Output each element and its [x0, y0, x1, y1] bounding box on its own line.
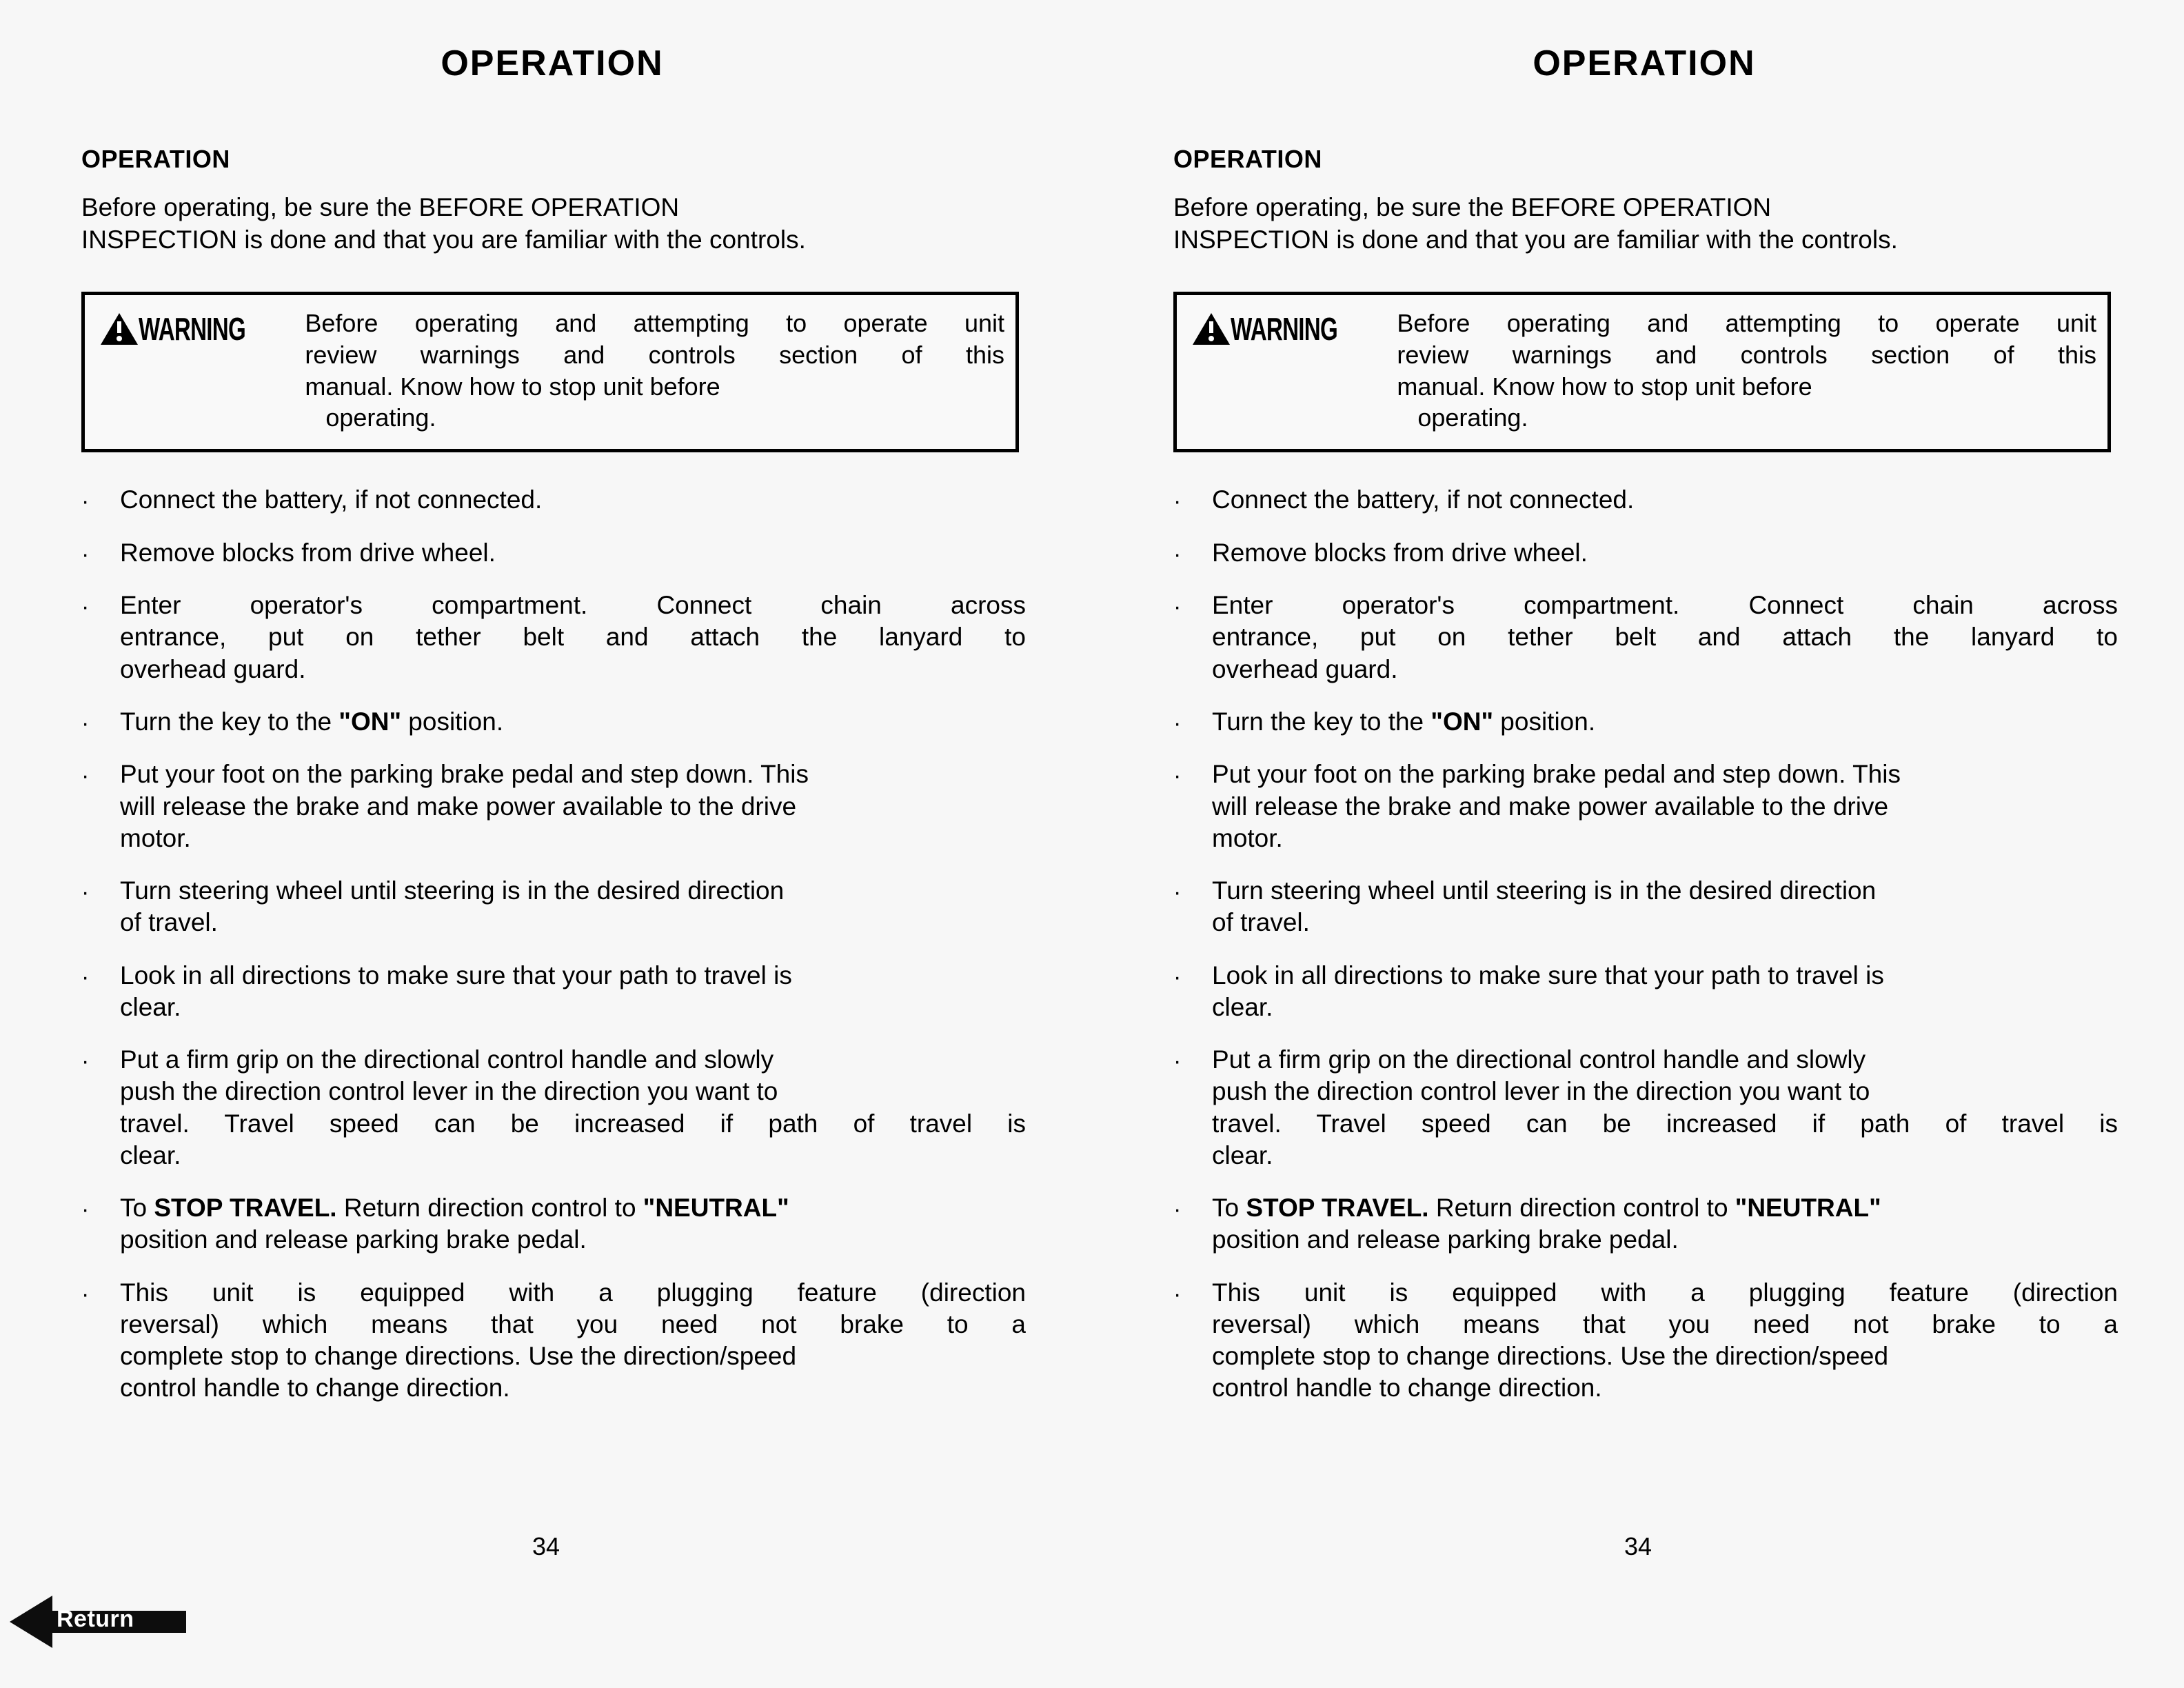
list-item-text — [1212, 590, 2118, 685]
bullet-marker: · — [81, 594, 90, 621]
key-on-bold: "ON" — [338, 707, 402, 736]
key-on-bold: "ON" — [1430, 707, 1494, 736]
list-item-text — [1212, 1192, 2118, 1256]
warning-text — [305, 306, 1004, 434]
list-item-line: complete stop to change directions. Use the direction/speed — [120, 1342, 797, 1371]
list-item-line: Look in all directions to make sure that your path to travel is — [120, 961, 792, 989]
list-item-line — [120, 1192, 1026, 1224]
page-number: 34 — [1624, 1532, 1652, 1560]
warning-line-4: operating. — [1417, 403, 1528, 432]
list-item-text — [1212, 1277, 2118, 1405]
list-item-text — [120, 1192, 1026, 1256]
intro-paragraph — [81, 192, 1026, 256]
warning-word: WARNING — [1231, 311, 1338, 348]
list-item-text — [1212, 484, 2118, 516]
list-item — [1173, 758, 2118, 854]
bullet-marker: · — [81, 488, 90, 515]
warning-line-1: Before operating and attempting to operate unit — [1397, 309, 2096, 338]
warning-text — [1397, 306, 2096, 434]
intro-line-2: INSPECTION is done and that you are familiar with the controls. — [1173, 225, 1898, 254]
bullet-marker: · — [1173, 488, 1182, 515]
list-item-line: reversal) which means that you need not brake to a — [120, 1309, 1026, 1338]
list-item-line: Put your foot on the parking brake pedal and step down. This — [120, 760, 809, 789]
list-item-text — [120, 1277, 1026, 1405]
page-header-title: OPERATION — [1533, 43, 1756, 83]
warning-line-2: review warnings and controls section of this — [305, 340, 1004, 369]
list-item-line: clear. — [1212, 1141, 1273, 1169]
bullet-marker: · — [1173, 1280, 1182, 1307]
warning-line-3: manual. Know how to stop unit before — [1397, 372, 1812, 401]
stop-travel-pre: To — [1212, 1194, 1246, 1223]
procedure-bullet-list — [1173, 484, 2118, 1405]
warning-word: WARNING — [139, 311, 246, 348]
list-item-line — [1212, 1192, 2118, 1224]
list-item — [81, 1277, 1026, 1405]
list-item-line: motor. — [120, 823, 191, 852]
list-item — [1173, 1192, 2118, 1256]
neutral-bold: "NEUTRAL" — [643, 1194, 789, 1223]
list-item — [81, 484, 1026, 516]
bullet-marker: · — [81, 1280, 90, 1307]
bullet-marker: · — [1173, 963, 1182, 990]
stop-travel-mid: Return direction control to — [1428, 1194, 1735, 1223]
list-item-text — [120, 537, 1026, 570]
intro-line-1: Before operating, be sure the BEFORE OPERATION — [1173, 193, 1772, 221]
list-item-line: Turn steering wheel until steering is in the desired direction — [1212, 876, 1877, 905]
list-item-line: will release the brake and make power available to the drive — [120, 792, 797, 821]
list-item-line: of travel. — [120, 908, 218, 937]
warning-line-3: manual. Know how to stop unit before — [305, 372, 720, 401]
list-item-line: entrance, put on tether belt and attach the lanyard to — [120, 623, 1026, 652]
stop-travel-pre: To — [120, 1194, 154, 1223]
list-item-text — [1212, 960, 2118, 1024]
list-item-line: Put a firm grip on the directional control handle and slowly — [120, 1045, 774, 1074]
left-arrow-icon[interactable] — [10, 1596, 186, 1648]
warning-label — [1192, 306, 1397, 348]
bullet-marker: · — [81, 1048, 90, 1075]
list-item-line: Put your foot on the parking brake pedal and step down. This — [1212, 760, 1901, 789]
stop-travel-mid: Return direction control to — [336, 1194, 643, 1223]
list-item — [81, 1192, 1026, 1256]
warning-box — [1173, 292, 2111, 452]
intro-line-2: INSPECTION is done and that you are familiar with the controls. — [81, 225, 806, 254]
list-item-text — [1212, 706, 2118, 738]
warning-line-4: operating. — [325, 403, 436, 432]
bullet-marker: · — [1173, 710, 1182, 736]
stop-travel-bold: STOP TRAVEL. — [154, 1194, 337, 1223]
page-right — [1092, 0, 2184, 1688]
list-item — [81, 590, 1026, 685]
bullet-marker: · — [81, 710, 90, 736]
list-item-line: position and release parking brake pedal. — [120, 1225, 587, 1254]
list-item-text — [120, 875, 1026, 939]
list-item-line: complete stop to change directions. Use the direction/speed — [1212, 1342, 1889, 1371]
list-item-line: Connect the battery, if not connected. — [120, 485, 543, 514]
list-item-line: clear. — [120, 992, 181, 1021]
key-on-prefix: Turn the key to the — [1212, 707, 1431, 736]
list-item-line: Turn steering wheel until steering is in the desired direction — [120, 876, 785, 905]
page-number: 34 — [532, 1532, 560, 1560]
warning-triangle-icon — [1192, 312, 1231, 346]
list-item-line: Enter operator's compartment. Connect chain across — [120, 591, 1026, 620]
list-item-text — [120, 706, 1026, 738]
bullet-marker: · — [1173, 879, 1182, 906]
list-item-line: This unit is equipped with a plugging feature (direction — [1212, 1278, 2118, 1307]
list-item-line: will release the brake and make power available to the drive — [1212, 792, 1889, 821]
key-on-suffix: position. — [401, 707, 504, 736]
list-item — [1173, 1277, 2118, 1405]
page-header-title: OPERATION — [441, 43, 664, 83]
list-item-line: push the direction control lever in the direction you want to — [1212, 1077, 1870, 1106]
list-item — [1173, 537, 2118, 570]
list-item — [1173, 706, 2118, 738]
section-heading: OPERATION — [81, 145, 230, 173]
list-item-line: Remove blocks from drive wheel. — [1212, 538, 1588, 567]
list-item — [81, 706, 1026, 738]
bullet-marker: · — [1173, 541, 1182, 567]
list-item-line: Enter operator's compartment. Connect chain across — [1212, 591, 2118, 620]
list-item — [81, 875, 1026, 939]
list-item — [81, 960, 1026, 1024]
bullet-marker: · — [81, 541, 90, 567]
bullet-marker: · — [1173, 763, 1182, 790]
neutral-bold: "NEUTRAL" — [1735, 1194, 1881, 1223]
list-item-line: entrance, put on tether belt and attach the lanyard to — [1212, 623, 2118, 652]
list-item — [81, 1044, 1026, 1172]
list-item-text — [1212, 537, 2118, 570]
bullet-marker: · — [1173, 594, 1182, 621]
list-item — [81, 758, 1026, 854]
bullet-marker: · — [81, 963, 90, 990]
bullet-marker: · — [81, 1196, 90, 1223]
list-item-line: clear. — [120, 1141, 181, 1169]
list-item-line: Look in all directions to make sure that your path to travel is — [1212, 961, 1884, 989]
list-item — [1173, 484, 2118, 516]
intro-line-1: Before operating, be sure the BEFORE OPERATION — [81, 193, 680, 221]
intro-paragraph — [1173, 192, 2118, 256]
section-heading: OPERATION — [1173, 145, 1322, 173]
list-item — [1173, 590, 2118, 685]
list-item-line: Remove blocks from drive wheel. — [120, 538, 496, 567]
list-item-line: overhead guard. — [1212, 654, 1398, 683]
list-item-line: reversal) which means that you need not brake to a — [1212, 1309, 2118, 1338]
list-item-text — [120, 758, 1026, 854]
list-item — [1173, 960, 2118, 1024]
list-item — [1173, 875, 2118, 939]
bullet-marker: · — [81, 879, 90, 906]
list-item-line: overhead guard. — [120, 654, 306, 683]
bullet-marker: · — [1173, 1048, 1182, 1075]
list-item-line — [1212, 706, 2118, 738]
list-item-line: of travel. — [1212, 908, 1310, 937]
bullet-marker: · — [1173, 1196, 1182, 1223]
list-item-text — [1212, 1044, 2118, 1172]
list-item-text — [120, 960, 1026, 1024]
list-item-text — [120, 484, 1026, 516]
list-item-text — [1212, 875, 2118, 939]
list-item-line: travel. Travel speed can be increased if path of travel is — [120, 1109, 1026, 1138]
list-item-line: control handle to change direction. — [120, 1374, 510, 1403]
list-item-text — [1212, 758, 2118, 854]
list-item-line: push the direction control lever in the direction you want to — [120, 1077, 778, 1106]
warning-label — [100, 306, 305, 348]
list-item-text — [120, 1044, 1026, 1172]
list-item-line: This unit is equipped with a plugging feature (direction — [120, 1278, 1026, 1307]
list-item-line: position and release parking brake pedal. — [1212, 1225, 1679, 1254]
key-on-prefix: Turn the key to the — [120, 707, 339, 736]
list-item — [81, 537, 1026, 570]
warning-line-1: Before operating and attempting to operate unit — [305, 309, 1004, 338]
key-on-suffix: position. — [1493, 707, 1596, 736]
list-item-text — [120, 590, 1026, 685]
list-item-line: Connect the battery, if not connected. — [1212, 485, 1635, 514]
list-item-line — [120, 706, 1026, 738]
return-button-label: Return — [57, 1606, 134, 1632]
list-item-line: clear. — [1212, 992, 1273, 1021]
list-item-line: control handle to change direction. — [1212, 1374, 1602, 1403]
procedure-bullet-list — [81, 484, 1026, 1405]
warning-triangle-icon — [100, 312, 139, 346]
bullet-marker: · — [81, 763, 90, 790]
list-item-line: Put a firm grip on the directional control handle and slowly — [1212, 1045, 1866, 1074]
list-item — [1173, 1044, 2118, 1172]
stop-travel-bold: STOP TRAVEL. — [1246, 1194, 1429, 1223]
list-item-line: motor. — [1212, 823, 1283, 852]
list-item-line: travel. Travel speed can be increased if path of travel is — [1212, 1109, 2118, 1138]
warning-box — [81, 292, 1019, 452]
return-button[interactable] — [10, 1593, 188, 1651]
warning-line-2: review warnings and controls section of this — [1397, 340, 2096, 369]
